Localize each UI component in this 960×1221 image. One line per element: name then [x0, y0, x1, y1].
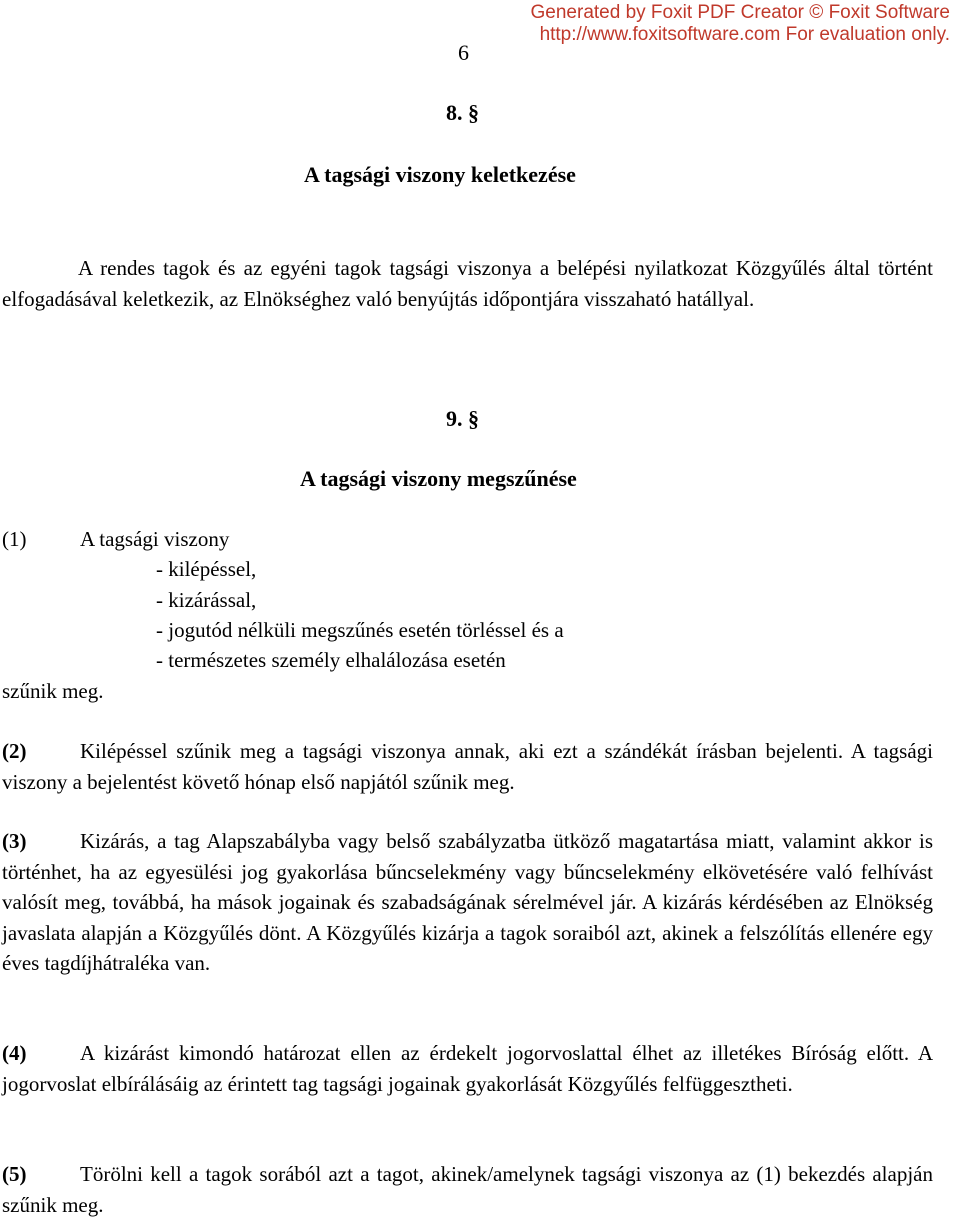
item-5-label: (5): [2, 1162, 27, 1186]
section-8-paragraph: [2, 253, 933, 314]
item-3: [2, 826, 933, 979]
item-1-closing: szűnik meg.: [2, 679, 104, 703]
item-1-bullet-3: - jogutód nélküli megszűnés esetén törléssel és a: [156, 618, 564, 642]
section-9-number: 9. §: [446, 406, 479, 431]
item-4: [2, 1038, 933, 1099]
page-number: 6: [458, 40, 469, 65]
item-4-text: A kizárást kimondó határozat ellen az érdekelt jogorvoslattal élhet az illetékes Bíróság előtt. A jogorvoslat elbírálásáig az érintett tag tagsági jogainak gyakorlását Közgyűlés felfüggesztheti.: [2, 1041, 933, 1096]
item-4-label: (4): [2, 1041, 27, 1065]
item-1-label: (1): [2, 527, 27, 551]
watermark-line-2: http://www.foxitsoftware.com For evaluation only.: [539, 24, 950, 45]
item-1-bullet-1: - kilépéssel,: [156, 557, 257, 581]
item-5: [2, 1159, 933, 1220]
item-1-text: A tagsági viszony: [80, 527, 230, 551]
item-5-text: Törölni kell a tagok sorából azt a tagot, akinek/amelynek tagsági viszonya az (1) bekezdés alapján szűnik meg.: [2, 1162, 933, 1217]
item-3-text: Kizárás, a tag Alapszabályba vagy belső szabályzatba ütköző magatartása miatt, valamint akkor is történhet, ha az egyesülési jog gyakorlása bűncselekmény vagy bűncselekmény elkövetésére való felhívást valósít meg, továbbá, ha mások jogainak és szabadságának sérelmével jár. A kizárás kérdésében az Elnökség javaslata alapján a Közgyűlés dönt. A Közgyűlés kizárja a tagok soraiból azt, akinek a felszólítás ellenére egy éves tagdíjhátraléka van.: [2, 829, 933, 975]
item-2-label: (2): [2, 739, 27, 763]
section-8-title: A tagsági viszony keletkezése: [304, 162, 576, 187]
section-8-paragraph-text: A rendes tagok és az egyéni tagok tagsági viszonya a belépési nyilatkozat Közgyűlés által történt elfogadásával keletkezik, az Elnökséghez való benyújtás időpontjára visszaható hatállyal.: [2, 256, 933, 311]
section-8-number: 8. §: [446, 100, 479, 125]
item-1-bullet-4: - természetes személy elhalálozása esetén: [156, 648, 506, 672]
watermark-line-1: Generated by Foxit PDF Creator © Foxit Software: [530, 2, 950, 23]
section-9-title: A tagsági viszony megszűnése: [300, 466, 577, 491]
item-2: [2, 736, 933, 797]
item-3-label: (3): [2, 829, 27, 853]
item-1-bullet-2: - kizárással,: [156, 588, 257, 612]
item-2-text: Kilépéssel szűnik meg a tagsági viszonya annak, aki ezt a szándékát írásban bejelenti. A tagsági viszony a bejelentést követő hónap első napjától szűnik meg.: [2, 739, 933, 794]
